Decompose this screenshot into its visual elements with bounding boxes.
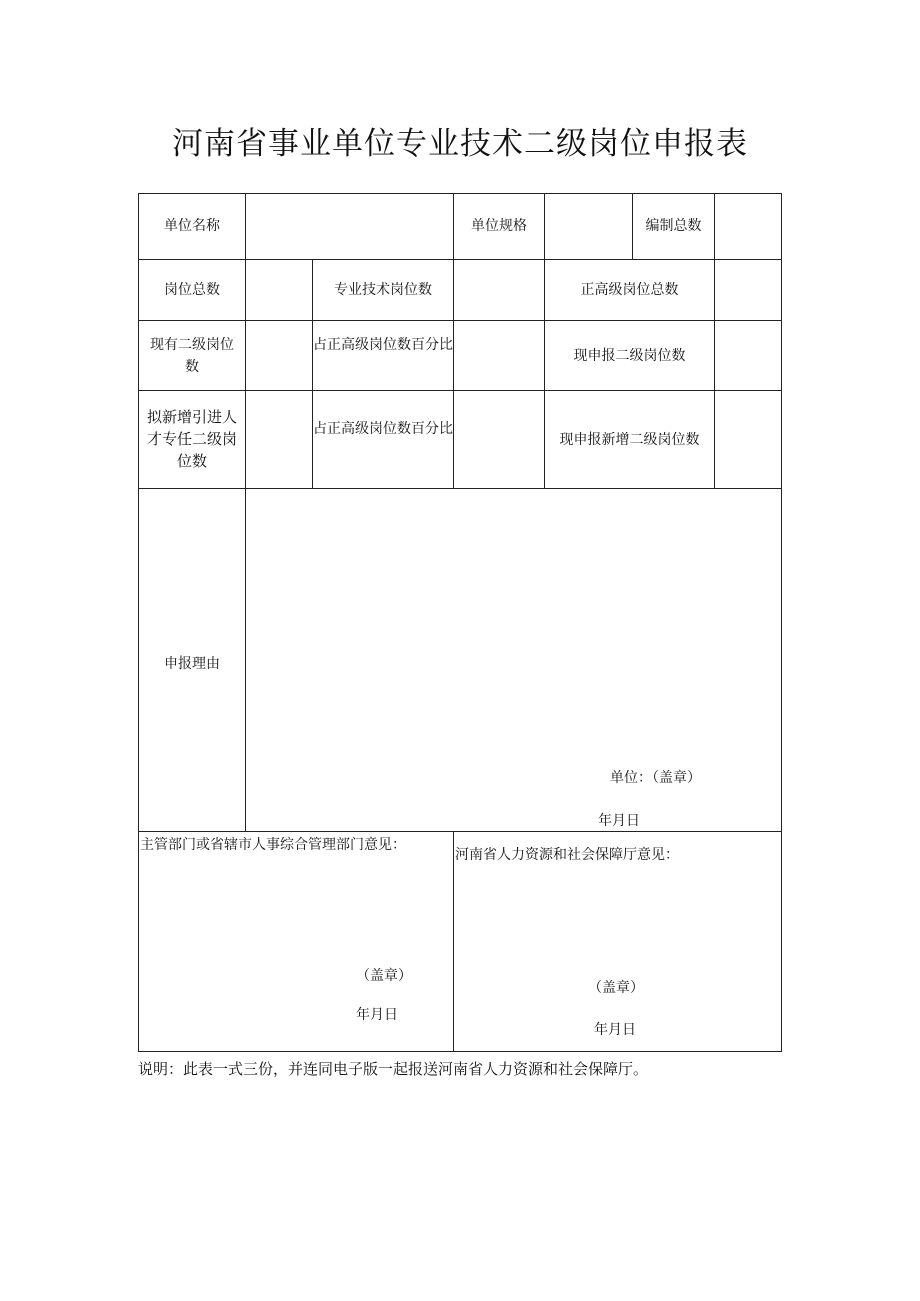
page-title: 河南省事业单位专业技术二级岗位申报表 [172,126,748,162]
table-border-bottom [138,1051,782,1052]
table-border-right [781,193,782,1052]
dept-seal: （盖章） [356,968,412,984]
hrss-seal: （盖章） [588,980,644,996]
label-unit-name: 单位名称 [164,218,220,234]
label-percent-senior-new: 占正高级岗位数百分比 [313,421,453,437]
label-unit-scale: 单位规格 [471,218,527,234]
field-percent-senior[interactable] [454,321,544,390]
label-pro-tech-posts: 专业技术岗位数 [334,282,432,298]
unit-seal-label: 单位：（盖章） [610,770,701,786]
footnote: 说明：此表一式三份，并连同电子版一起报送河南省人力资源和社会保障厅。 [138,1060,649,1078]
label-existing-level2: 现有二级岗位数 [150,337,234,375]
hrss-date: 年月日 [594,1022,636,1038]
field-percent-senior-new[interactable] [454,391,544,488]
field-total-staff[interactable] [715,194,781,259]
label-dept-opinion: 主管部门或省辖市人事综合管理部门意见： [140,837,406,853]
field-planned-new[interactable] [246,391,312,488]
field-unit-scale[interactable] [545,194,632,259]
table-border-top [138,193,782,194]
label-planned-new: 拟新增引进人才专任二级岗位数 [146,408,237,470]
field-current-apply[interactable] [715,321,781,390]
label-total-posts: 岗位总数 [164,282,220,298]
field-existing-level2[interactable] [246,321,312,390]
field-total-posts[interactable] [246,260,312,320]
field-unit-name[interactable] [246,194,453,259]
reason-date: 年月日 [598,813,640,829]
field-pro-tech-posts[interactable] [454,260,544,320]
label-total-staff: 编制总数 [645,218,702,234]
field-current-apply-new[interactable] [715,391,781,488]
field-senior-posts[interactable] [715,260,781,320]
row-divider [138,831,782,832]
label-current-apply: 现申报二级岗位数 [573,348,686,364]
label-current-apply-new: 现申报新增二级岗位数 [559,432,700,448]
label-reason: 申报理由 [164,656,220,672]
label-percent-senior: 占正高级岗位数百分比 [313,337,453,353]
dept-date: 年月日 [356,1007,398,1023]
label-hrss-opinion: 河南省人力资源和社会保障厅意见： [455,847,679,863]
label-senior-posts: 正高级岗位总数 [580,282,679,298]
